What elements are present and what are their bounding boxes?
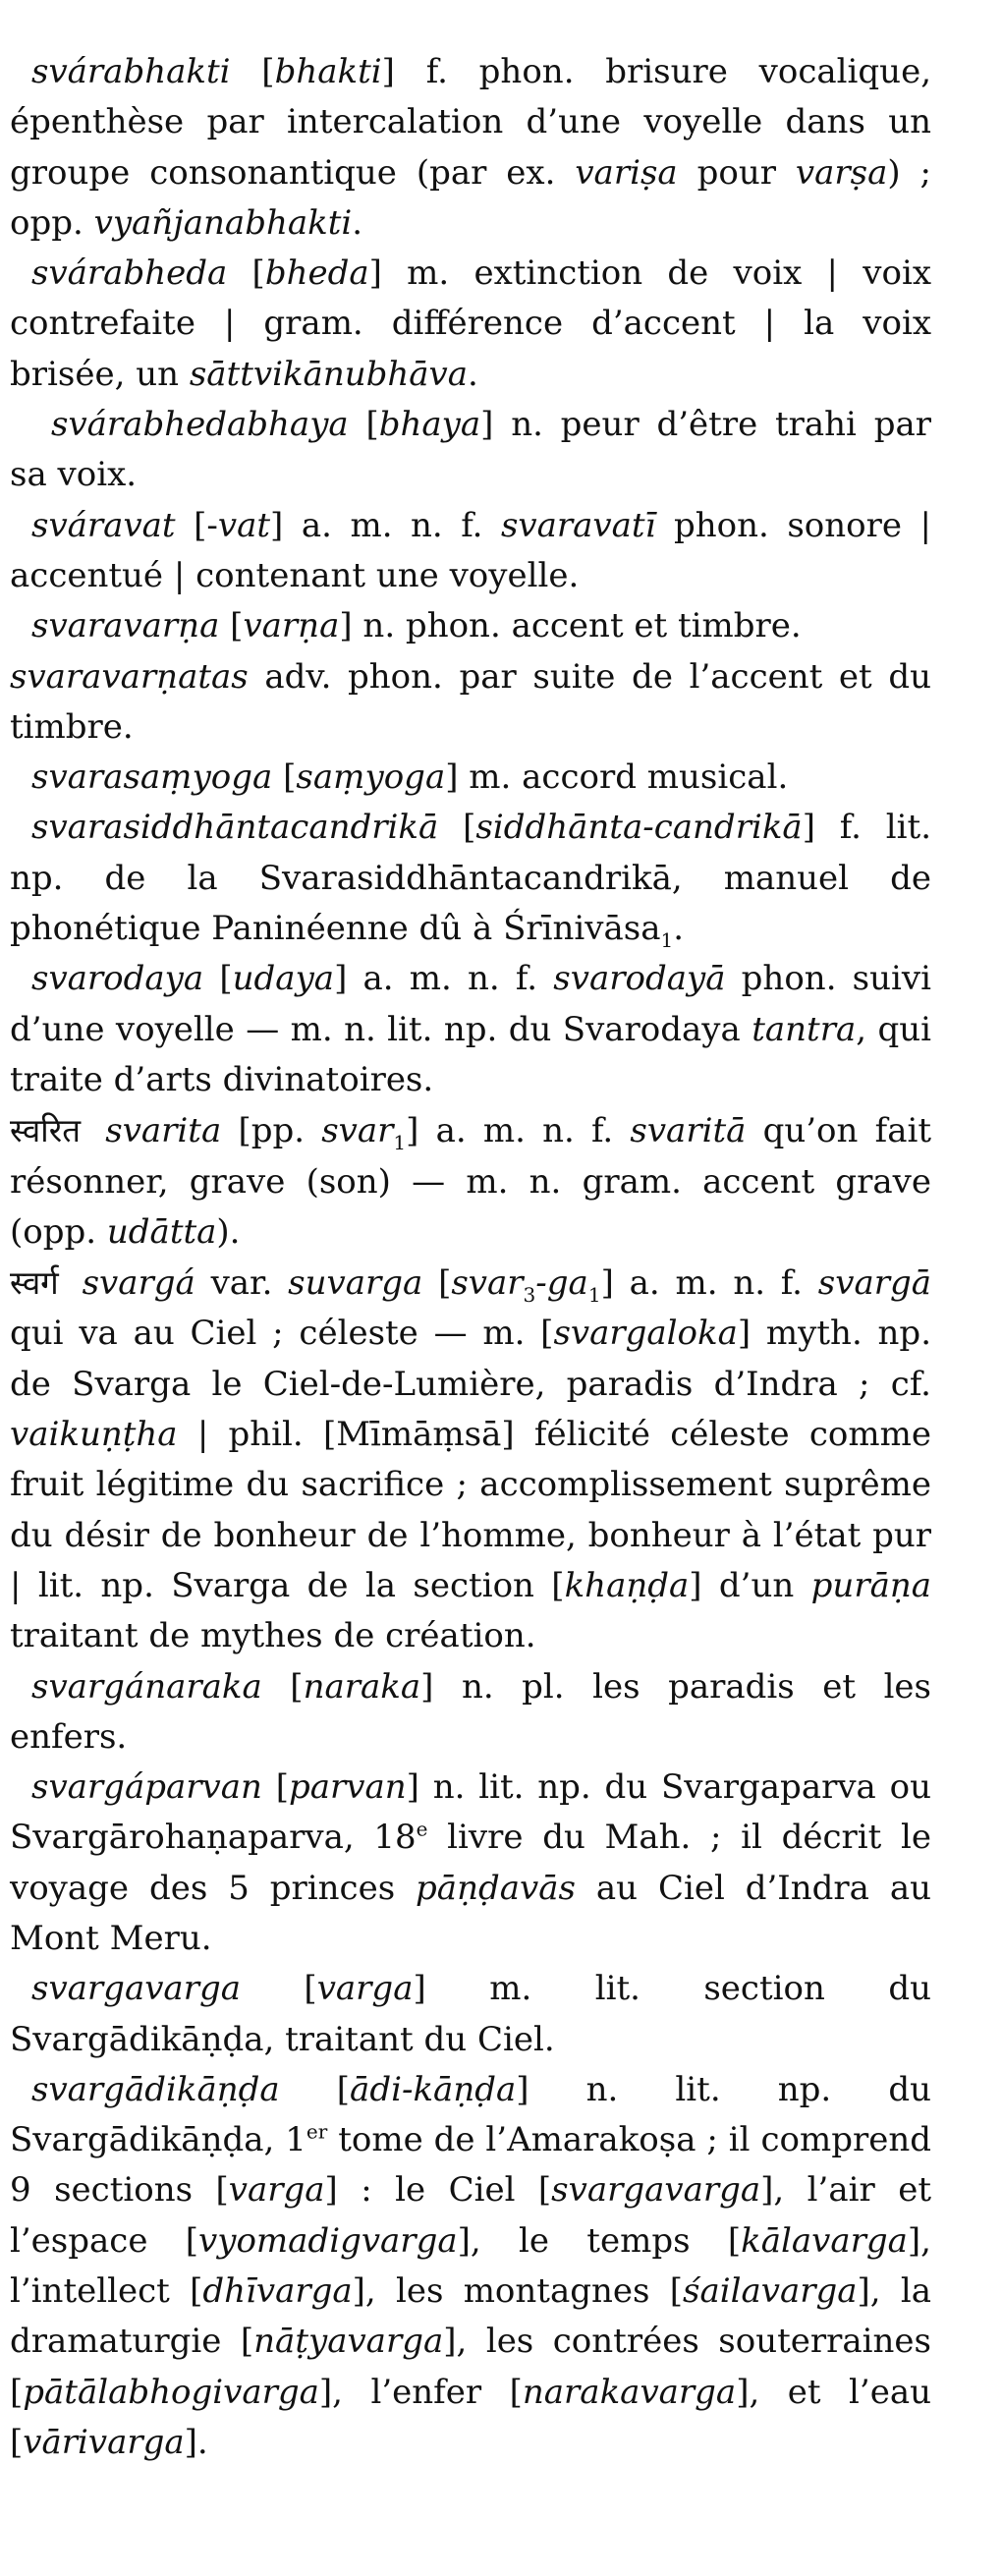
headword: svargá [82,1263,195,1304]
entry-text: bhaya [378,405,481,445]
entry-text: ). [216,1211,241,1252]
entry-text: | phil. [Mīmāṃsā] félicité céleste comme fruit légitime du sacrifice ; accomplissement suprême du désir de bonheur de l’homme, bonheur à l’état pur | lit. np. Svarga de la section [ [10,1415,931,1605]
entry-svarita [10,1105,931,1258]
entry-text: parvan [288,1767,407,1808]
headword: svárabhakti [31,52,231,91]
entry-text: ga [546,1263,588,1304]
entry-text: purāṇa [810,1565,932,1605]
entry-text: ] n. peur d’être trahi par sa voix. [10,405,931,495]
entry-text: traitant de mythes de création. [10,1616,536,1656]
headword: svarita [105,1111,222,1151]
entry-svarasamyoga [10,753,931,803]
entry-text: [- [175,505,218,545]
entry-text: ], les montagnes [ [352,2271,683,2312]
entry-svarganaraka [10,1662,931,1764]
entry-text: au Ciel d’Indra au Mont Meru. [10,1868,931,1958]
entry-text: [ [261,1767,289,1808]
entry-text: ], l’air et l’espace [ [10,2170,931,2261]
entry-text: ], la dramaturgie [ [10,2271,931,2362]
entry-text: [ [279,2069,351,2109]
headword: svargādikāṇḍa [31,2069,280,2109]
entry-text: ]. [184,2422,208,2462]
entry-text: ] m. accord musical. [445,757,789,798]
devanagari-headword: स्वर्ग [10,1263,59,1303]
entry-text: [ [230,52,275,91]
entry-text: - [535,1263,547,1304]
entry-svaravarnatas [10,652,931,754]
entry-text: ] n. phon. accent et timbre. [339,606,802,646]
entry-text: svar [451,1263,524,1304]
entry-text: khaṇḍa [564,1565,690,1605]
entry-text: vyomadigvarga [198,2220,458,2261]
entry-text: ], l’intellect [ [10,2220,931,2312]
entry-text: svargā [817,1263,931,1304]
entry-text: udātta [106,1211,217,1252]
entry-text: vat [217,505,271,545]
entry-text: [ [203,959,233,999]
entry-text: ], et l’eau [ [10,2372,931,2462]
entry-text: [ [227,253,265,294]
entry-text: variṣa [575,152,678,193]
entry-text: ] a. m. n. f. [270,505,501,545]
entry-text: bheda [264,253,369,294]
entry-text: . [352,202,363,243]
entry-list [10,47,931,2468]
entry-text: ] m. lit. section du Svargādikāṇḍa, traitant du Ciel. [10,1969,931,2059]
entry-text: svargaloka [553,1314,738,1354]
entry-text: var. [195,1263,289,1304]
entry-text: [ [261,1666,304,1707]
headword: svaravarṇatas [10,656,249,697]
entry-text: suvarga [288,1263,423,1304]
entry-text: qui va au Ciel ; céleste — m. [ [10,1314,554,1354]
entry-text: [ [219,606,244,646]
entry-text: dhīvarga [202,2271,353,2312]
entry-svarasiddhantacandrika [10,803,931,954]
entry-text: pour [677,152,796,193]
entry-text: varṣa [795,152,888,193]
devanagari-headword: स्वरित [10,1111,82,1150]
entry-text: [ [240,1969,317,2009]
entry-text: svargavarga [551,2170,761,2211]
entry-text: ] d’un [689,1565,811,1605]
entry-text: nāṭyavarga [253,2322,444,2362]
entry-text: tome de l’Amarakoṣa ; il comprend 9 sections [ [10,2120,932,2211]
entry-text: vārivarga [23,2422,185,2462]
entry-svargaparvan [10,1763,931,1964]
entry-text: ] a. m. n. f. [600,1263,818,1304]
entry-text: ) ; opp. [10,152,932,243]
entry-text: ] a. m. n. f. [334,959,554,999]
entry-text: sāttvikānubhāva [189,354,469,394]
headword: svarasiddhāntacandrikā [31,808,439,848]
entry-text: ] a. m. n. f. [406,1111,631,1151]
entry-text: . [468,354,478,394]
headword: svárabhedabhaya [51,405,349,445]
entry-text: vyañjanabhakti [93,202,353,243]
entry-svarabhakti [10,47,931,249]
entry-text: svar [321,1111,394,1151]
entry-text: [pp. [221,1111,322,1151]
entry-text: varga [228,2170,325,2211]
entry-text: ] f. phon. brisure vocalique, épenthèse par intercalation d’une voyelle dans un groupe consonantique (par ex. [10,52,931,193]
entry-text: ], l’enfer [ [318,2372,523,2412]
entry-text: 1 [660,927,674,952]
entry-text: pāṇḍavās [416,1868,576,1908]
entry-text: ], les contrées souterraines [ [10,2322,932,2412]
entry-text: adv. phon. par suite de l’accent et du timbre. [10,656,931,747]
headword: svargavarga [31,1969,241,2009]
entry-text: svaritā [630,1111,747,1151]
entry-text: ], le temps [ [457,2220,742,2261]
entry-text: saṃyoga [296,757,446,798]
entry-text: śailavarga [683,2271,858,2312]
headword: svárabheda [31,253,228,294]
entry-text: udaya [232,959,335,999]
entry-text: [ [438,808,476,848]
entry-text: ] : le Ciel [ [324,2170,552,2211]
entry-svaravat [10,501,931,602]
entry-text: 1 [587,1282,601,1307]
entry-svarabheda [10,249,931,400]
headword: svargánaraka [31,1666,262,1707]
entry-text: svaravatī [500,505,656,545]
headword: svarasaṃyoga [31,757,273,798]
entry-text: [ [272,757,297,798]
entry-text: siddhānta-candrikā [475,808,803,848]
entry-text: ādi-kāṇḍa [350,2069,517,2109]
entry-svarodaya [10,954,931,1105]
entry-text: , qui traite d’arts divinatoires. [10,1009,931,1099]
entry-text: qu’on fait résonner, grave (son) — m. n. gram. accent grave (opp. [10,1111,931,1252]
entry-text: phon. suivi d’une voyelle — m. n. lit. np. du Svarodaya [10,959,931,1049]
headword: svargáparvan [31,1767,262,1808]
entry-text: livre du Mah. ; il décrit le voyage des 5 princes [10,1818,932,1908]
entry-text: e [416,1818,428,1842]
entry-text: 1 [393,1131,407,1155]
headword: sváravat [31,505,176,545]
entry-text: svarodayā [553,959,726,999]
entry-text: varṇa [243,606,340,646]
entry-text: ] n. pl. les paradis et les enfers. [10,1666,932,1757]
entry-text: bhakti [274,52,382,91]
entry-svargadikanda [10,2065,931,2468]
entry-text: 3 [523,1282,536,1307]
entry-text: vaikuṇṭha [10,1415,178,1455]
entry-text: [ [348,405,379,445]
entry-svarabhedabhaya [10,400,931,501]
entry-svarga [10,1258,931,1661]
entry-text: naraka [303,1666,421,1707]
entry-text: varga [316,1969,414,2009]
entry-text: tantra [752,1009,857,1049]
entry-text: phon. sonore | accentué | contenant une voyelle. [10,505,931,595]
entry-text: er [306,2119,328,2144]
entry-text: kālavarga [741,2220,908,2261]
entry-text: ] f. lit. np. de la Svarasiddhāntacandrikā, manuel de phonétique Paninéenne dû à Śrīnivāsa [10,808,932,949]
entry-text: pātālabhogivarga [23,2372,319,2412]
entry-text: [ [422,1263,452,1304]
entry-svaravarna [10,601,931,651]
entry-text: ] m. extinction de voix | voix contrefaite | gram. différence d’accent | la voix brisée, un [10,253,931,394]
entry-text: . [673,909,685,949]
entry-text: narakavarga [522,2372,737,2412]
headword: svaravarṇa [31,606,220,646]
headword: svarodaya [31,959,204,999]
entry-text: ] n. lit. np. du Svargaparva ou Svargārohaṇaparva, 18 [10,1767,931,1858]
entry-text: ] myth. np. de Svarga le Ciel-de-Lumière, paradis d’Indra ; cf. [10,1314,931,1404]
entry-text: ] n. lit. np. du Svargādikāṇḍa, 1 [10,2069,931,2160]
entry-svargavarga [10,1964,931,2065]
